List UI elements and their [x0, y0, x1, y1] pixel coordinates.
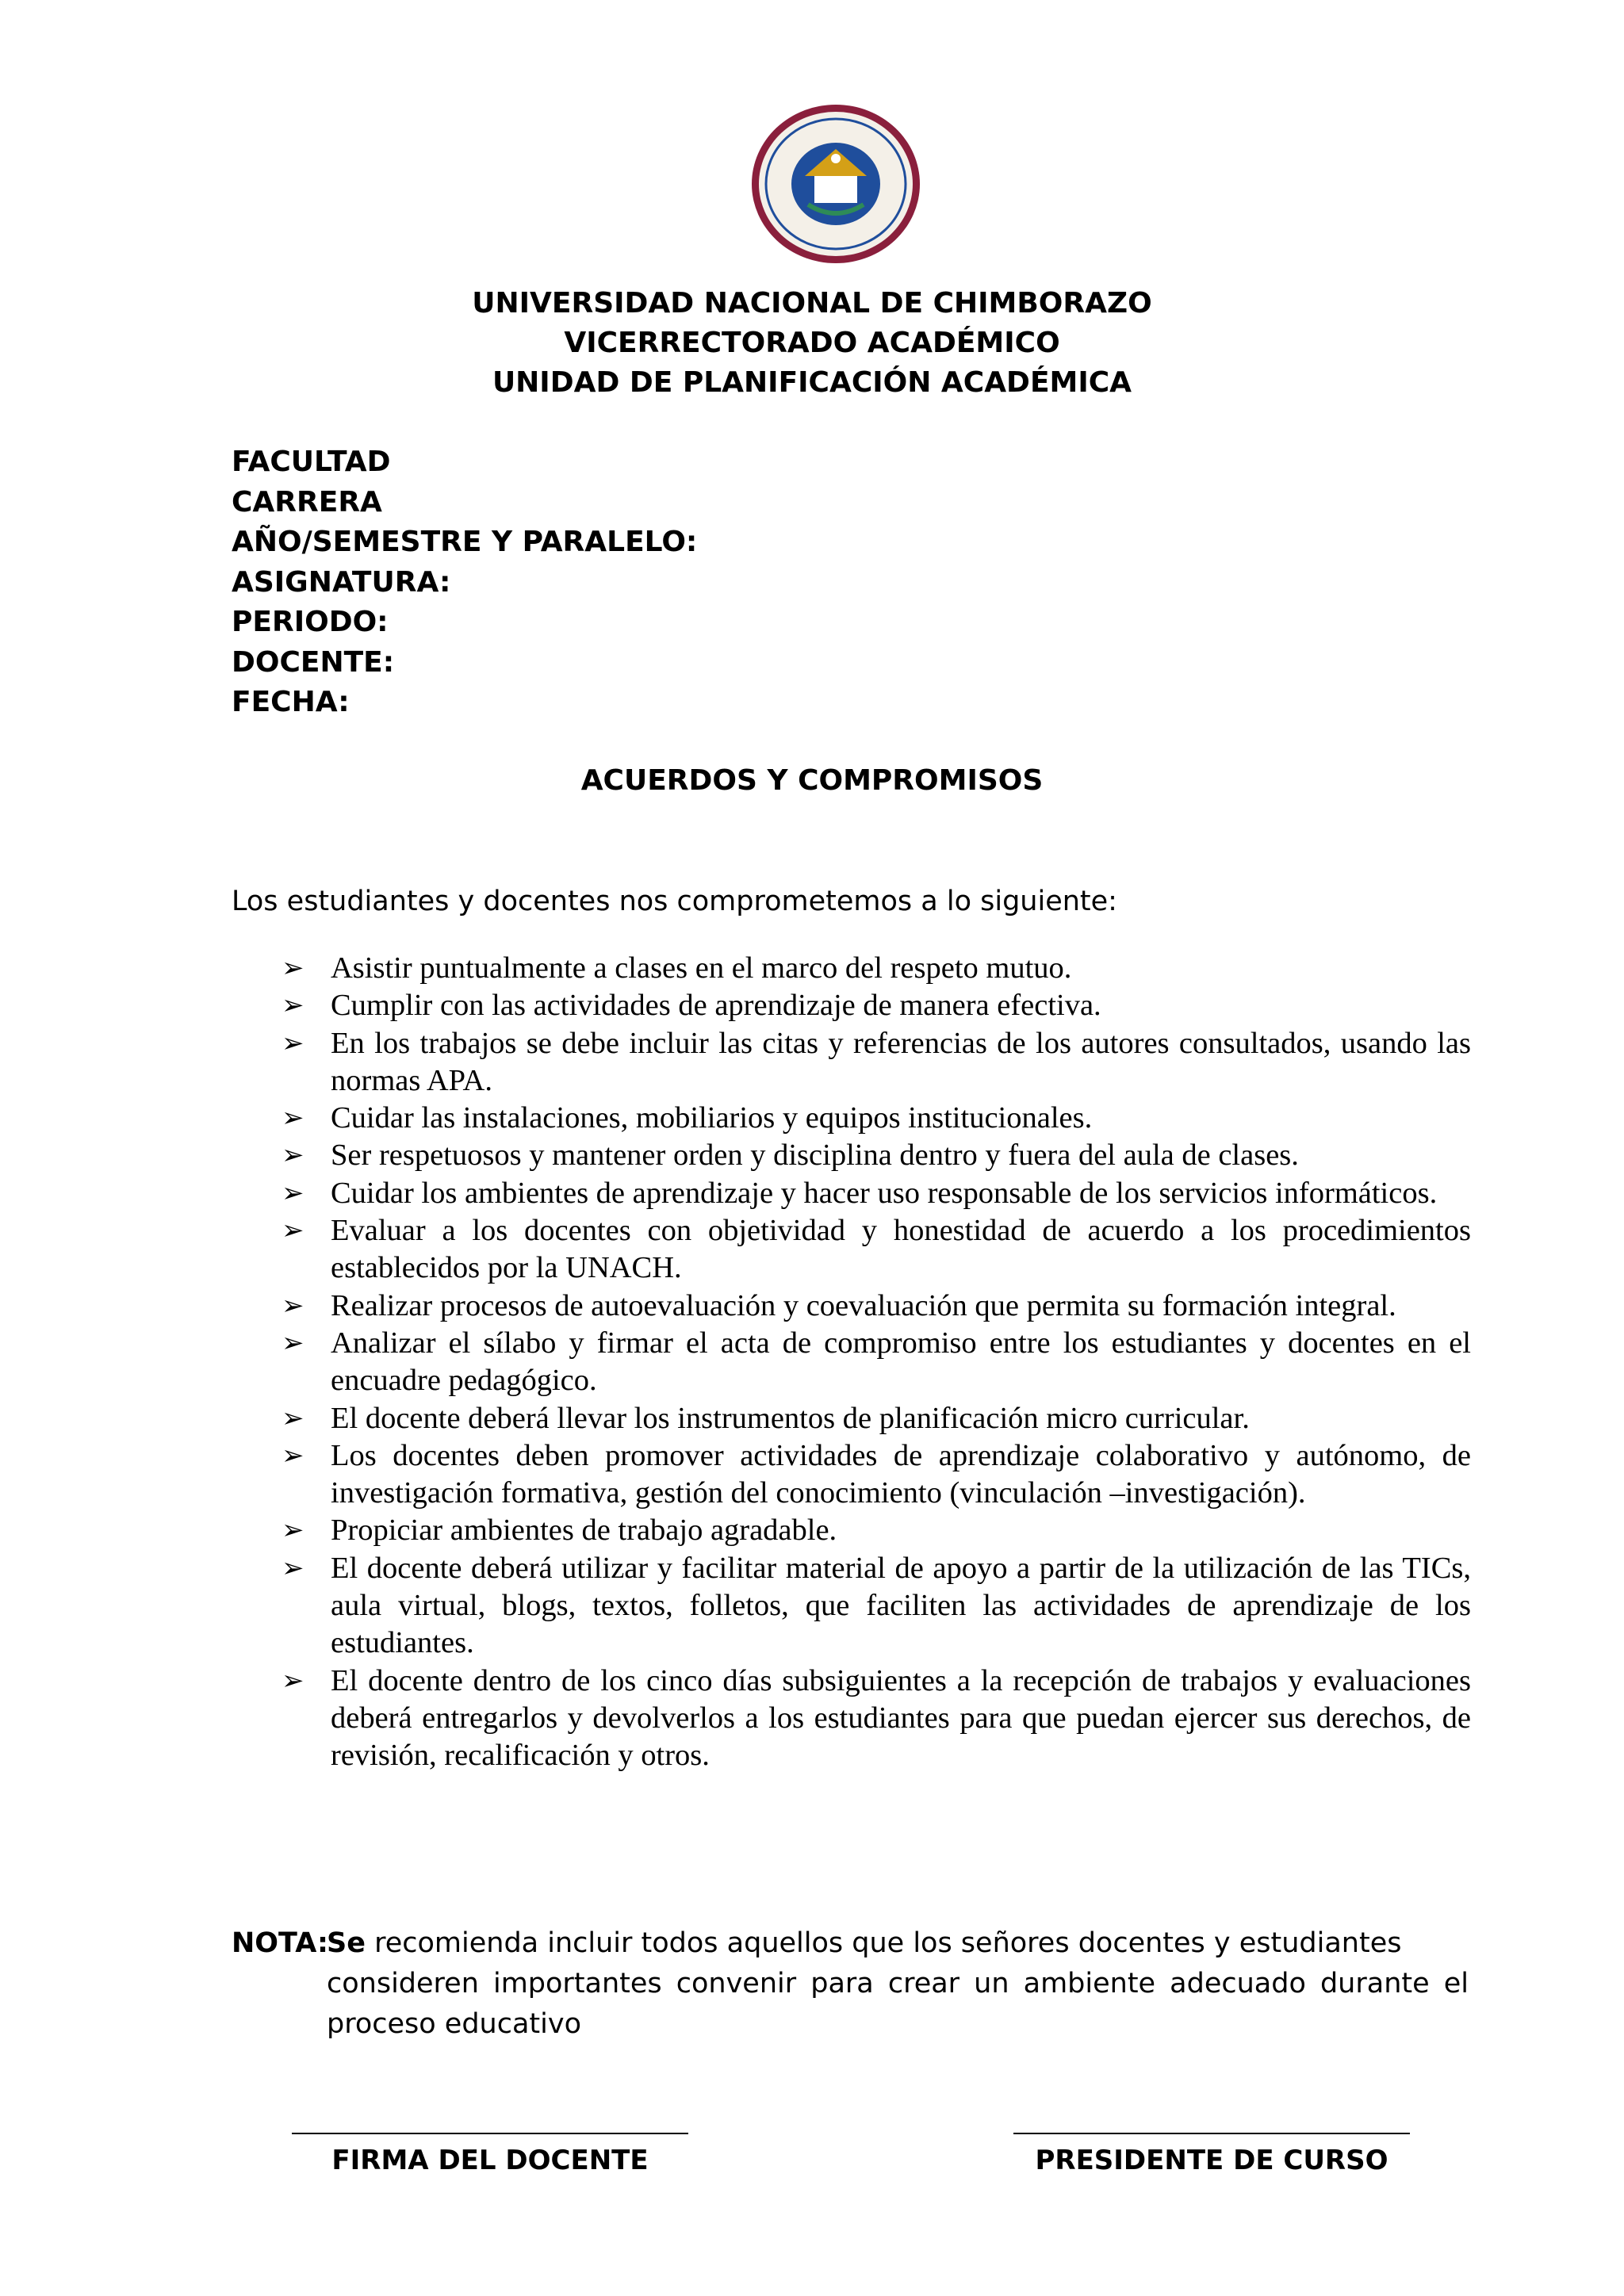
list-item — [282, 1137, 1471, 1174]
unit-title: UNIDAD DE PLANIFICACIÓN ACADÉMICA — [492, 366, 1132, 399]
arrow-bullet-icon: ➢ — [282, 989, 304, 1022]
arrow-bullet-icon: ➢ — [282, 1552, 304, 1584]
arrow-bullet-icon: ➢ — [282, 1102, 304, 1135]
arrow-bullet-icon: ➢ — [282, 1177, 304, 1209]
university-seal-icon — [749, 103, 922, 266]
list-item — [282, 1663, 1471, 1775]
note-bold-start: Se — [327, 1927, 366, 1959]
list-item — [282, 1175, 1471, 1212]
list-item — [282, 1288, 1471, 1325]
arrow-bullet-icon: ➢ — [282, 1664, 304, 1697]
section-title: ACUERDOS Y COMPROMISOS — [580, 764, 1044, 797]
list-item — [282, 1025, 1471, 1100]
field-semestre-paralelo: AÑO/SEMESTRE Y PARALELO: — [232, 526, 698, 558]
list-item-text: Cuidar las instalaciones, mobiliarios y equipos institucionales. — [331, 1101, 1093, 1135]
arrow-bullet-icon: ➢ — [282, 1439, 304, 1471]
document-header — [0, 284, 1624, 403]
note-continuation: consideren importantes convenir para crear un ambiente adecuado durante el proceso educativo — [327, 1968, 1469, 2040]
list-item — [282, 1400, 1471, 1437]
university-name: UNIVERSIDAD NACIONAL DE CHIMBORAZO — [472, 287, 1152, 320]
signature-docente — [292, 2133, 688, 2180]
note-label: NOTA: — [232, 1927, 328, 1959]
signature-label-presidente: PRESIDENTE DE CURSO — [1035, 2145, 1388, 2176]
signature-line — [292, 2133, 688, 2141]
arrow-bullet-icon: ➢ — [282, 1215, 304, 1247]
arrow-bullet-icon: ➢ — [282, 1139, 304, 1172]
form-fields — [232, 442, 697, 723]
list-item-text: Propiciar ambientes de trabajo agradable. — [331, 1513, 837, 1548]
field-carrera: CARRERA — [232, 485, 382, 519]
field-fecha: FECHA: — [232, 686, 350, 718]
list-item — [282, 1437, 1471, 1513]
signature-line — [1013, 2133, 1410, 2141]
arrow-bullet-icon: ➢ — [282, 1326, 304, 1359]
signature-label-docente: FIRMA DEL DOCENTE — [331, 2145, 649, 2176]
note-line1: recomienda incluir todos aquellos que los señores docentes y estudiantes — [374, 1927, 1402, 1959]
list-item — [282, 950, 1471, 987]
field-periodo: PERIODO: — [232, 606, 389, 638]
arrow-bullet-icon: ➢ — [282, 1514, 304, 1547]
list-item-text: El docente deberá llevar los instrumentos de planificación micro curricular. — [331, 1401, 1250, 1435]
arrow-bullet-icon: ➢ — [282, 952, 304, 984]
list-item-text: Realizar procesos de autoevaluación y coevaluación que permita su formación integral. — [331, 1288, 1396, 1322]
arrow-bullet-icon: ➢ — [282, 1027, 304, 1059]
note-paragraph — [232, 1923, 1469, 2045]
list-item — [282, 1325, 1471, 1400]
list-item-text: Evaluar a los docentes con objetividad y honestidad de acuerdo a los procedimientos establecidos por la UNACH. — [331, 1214, 1471, 1285]
field-facultad: FACULTAD — [232, 446, 391, 478]
list-item-text: El docente dentro de los cinco días subsiguientes a la recepción de trabajos y evaluaciones deberá entregarlos y devolverlos a los estudiantes para que puedan ejercer sus derechos, de revisión, recalificación y otros. — [331, 1663, 1471, 1773]
list-item-text: En los trabajos se debe incluir las citas y referencias de los autores consultados, usando las normas APA. — [331, 1026, 1471, 1097]
commitments-list — [282, 950, 1471, 1775]
list-item-text: Los docentes deben promover actividades de aprendizaje colaborativo y autónomo, de investigación formativa, gestión del conocimiento (vinculación –investigación). — [331, 1438, 1471, 1510]
list-item — [282, 1512, 1471, 1549]
list-item — [282, 987, 1471, 1024]
field-asignatura: ASIGNATURA: — [232, 565, 451, 599]
list-item-text: Analizar el sílabo y firmar el acta de compromiso entre los estudiantes y docentes en el encuadre pedagógico. — [331, 1326, 1471, 1398]
list-item — [282, 1100, 1471, 1137]
list-item-text: Cumplir con las actividades de aprendizaje de manera efectiva. — [331, 989, 1101, 1023]
arrow-bullet-icon: ➢ — [282, 1289, 304, 1322]
list-item-text: Asistir puntualmente a clases en el marco del respeto mutuo. — [331, 951, 1072, 985]
list-item-text: El docente deberá utilizar y facilitar material de apoyo a partir de la utilización de las TICs, aula virtual, blogs, textos, folletos, que faciliten las actividades de aprendizaje de los estudiantes. — [331, 1551, 1471, 1660]
field-docente: DOCENTE: — [232, 645, 395, 679]
signature-presidente — [1013, 2133, 1410, 2180]
list-item-text: Cuidar los ambientes de aprendizaje y hacer uso responsable de los servicios informáticos. — [331, 1176, 1438, 1210]
intro-text: Los estudiantes y docentes nos comprometemos a lo siguiente: — [232, 886, 1117, 917]
list-item — [282, 1212, 1471, 1288]
arrow-bullet-icon: ➢ — [282, 1402, 304, 1434]
vicerrectorado-title: VICERRECTORADO ACADÉMICO — [564, 327, 1060, 359]
list-item — [282, 1550, 1471, 1663]
list-item-text: Ser respetuosos y mantener orden y disciplina dentro y fuera del aula de clases. — [331, 1138, 1299, 1173]
